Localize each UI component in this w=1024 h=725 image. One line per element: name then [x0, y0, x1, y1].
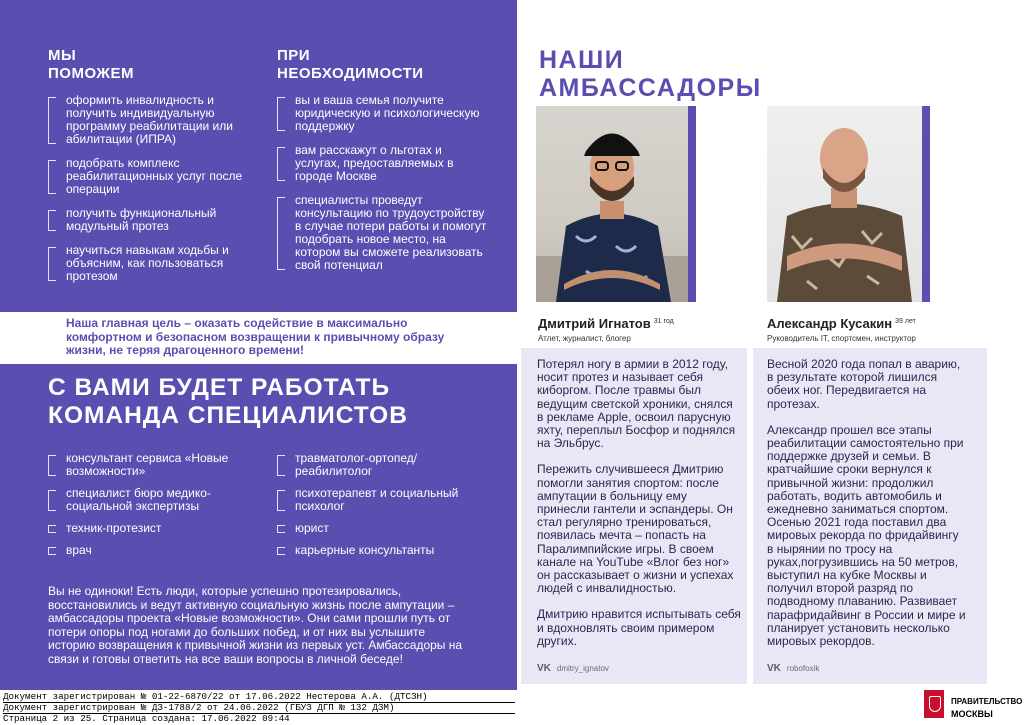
list-item: научиться навыкам ходьбы и объясним, как пользоваться протезом: [48, 244, 248, 283]
list-item: психотерапевт и социальный психолог: [277, 487, 487, 513]
moscow-coat-of-arms-icon: [924, 690, 944, 718]
vk-link-1[interactable]: VK dmitry_ignatov: [537, 663, 609, 674]
list-item: юрист: [277, 522, 487, 535]
list-item: подобрать комплекс реабилитационных услуг после операции: [48, 157, 248, 196]
list-item: оформить инвалидность и получить индивидуальную программу реабилитации или абилитации (ИПРА): [48, 94, 248, 146]
ambassador-name-1: Дмитрий Игнатов $^{31 год}$: [538, 316, 674, 331]
ambassador-photo-1: [536, 106, 688, 302]
team-list-right: [277, 452, 487, 566]
help-list: [48, 94, 248, 294]
gov-logo-text: ПРАВИТЕЛЬСТВО МОСКВЫ: [951, 697, 1023, 719]
ambassadors-title: НАШИ АМБАССАДОРЫ: [539, 46, 762, 102]
list-item: травматолог-ортопед/ реабилитолог: [277, 452, 487, 478]
person-illustration: [536, 106, 688, 302]
list-item: вы и ваша семья получите юридическую и психологическую поддержку: [277, 94, 487, 133]
ambassador-role-1: Атлет, журналист, блогер: [538, 334, 631, 343]
person-illustration: [767, 106, 922, 302]
ambassador-age: 39 лет: [895, 317, 916, 325]
team-list-left: [48, 452, 248, 566]
list-item: вам расскажут о льготах и услугах, предоставляемых в городе Москве: [277, 144, 487, 183]
list-item: техник-протезист: [48, 522, 248, 535]
need-title: ПРИ НЕОБХОДИМОСТИ: [277, 47, 424, 82]
list-item: карьерные консультанты: [277, 544, 487, 557]
ambassador-bio-2: Весной 2020 года попал в аварию, в результате которой лишился обеих ног. Передвигается на протезах. Александр прошел все этапы реабилитации самостоятельно при поддержке друзей и семьи. В кратчайшие сроки вернулся к привычной жизни: продолжил работать, водить автомобиль и ежедневно заниматься спортом. Осенью 2021 года поставил два мировых рекорда по фридайвингу в нырянии по тросу на руках,погрузившись на 50 метров, выступил на кубке Москвы и получил второй разряд по подводному плаванию. Развивает парафридайвинг в России и мире и планирует установить несколько мировых рекордов.: [767, 357, 966, 649]
list-item: консультант сервиса «Новые возможности»: [48, 452, 248, 478]
need-list: [277, 94, 487, 283]
goal-text: Наша главная цель – оказать содействие в максимально комфортном и безопасном возвращении к привычному образу жизни, не теряя драгоценного времени!: [66, 316, 445, 357]
registration-footer: Документ зарегистрирован № 01-22-6870/22 от 17.06.2022 Нестерова А.А. (ДТСЗН) Документ зарегистрирован № ДЗ-1788/2 от 24.06.2022 (ГБУЗ ДГП № 132 ДЗМ) Страница 2 из 25. Страница создана: 17.06.2022 09:44: [3, 692, 515, 724]
team-title: С ВАМИ БУДЕТ РАБОТАТЬ КОМАНДА СПЕЦИАЛИСТОВ: [48, 374, 408, 429]
ambassador-bio-1: Потерял ногу в армии в 2012 году, носит протез и называет себя киборгом. После травмы был ведущим светской хроники, снялся в рекламе Apple, освоил парусную яхту, переплыл Босфор и поднялся на Эльбрус. Пережить случившееся Дмитрию помогли занятия спортом: после ампутации в больницу ему принесли гантели и эспандеры. Он стал регулярно тренироваться, появилась мечта – попасть на Паралимпийские игры. В своем канале на YouTube «Влог без ног» он рассказывает о жизни и успехах людей с инвалидностью. Дмитрию нравится испытывать себя и вдохновлять своим примером других.: [537, 357, 741, 648]
list-item: специалисты проведут консультацию по трудоустройству в случае потери работы и помогут подобрать новое место, на котором вы сможете реализовать свой потенциал: [277, 194, 487, 272]
list-item: получить функциональный модульный протез: [48, 207, 248, 233]
list-item: врач: [48, 544, 248, 557]
list-item: специалист бюро медико-социальной экспертизы: [48, 487, 248, 513]
help-title: МЫ ПОМОЖЕМ: [48, 47, 134, 82]
ambassadors-intro-text: Вы не одиноки! Есть люди, которые успешно протезировались, восстановились и ведут активную социальную жизнь после ампутации – амбассадоры проекта «Новые возможности». Они сами прошли путь от потери опоры под ногами до больших побед, и от них вы услышите историю возвращения к привычной жизни из первых уст. Амбассадоры на связи и готовы ответить на все ваши вопросы в личной беседе!: [48, 584, 463, 666]
vk-link-2[interactable]: VK robofoxik: [767, 663, 820, 674]
vk-icon: VK: [537, 663, 551, 674]
ambassador-age: 31 год: [653, 317, 674, 325]
vk-icon: VK: [767, 663, 781, 674]
photo-accent-bar: [922, 106, 930, 302]
ambassador-photo-2: [767, 106, 922, 302]
photo-accent-bar: [688, 106, 696, 302]
ambassador-role-2: Руководитель IT, спортсмен, инструктор: [767, 334, 916, 343]
ambassador-name-2: Александр Кусакин $^{39 лет}$: [767, 316, 916, 331]
